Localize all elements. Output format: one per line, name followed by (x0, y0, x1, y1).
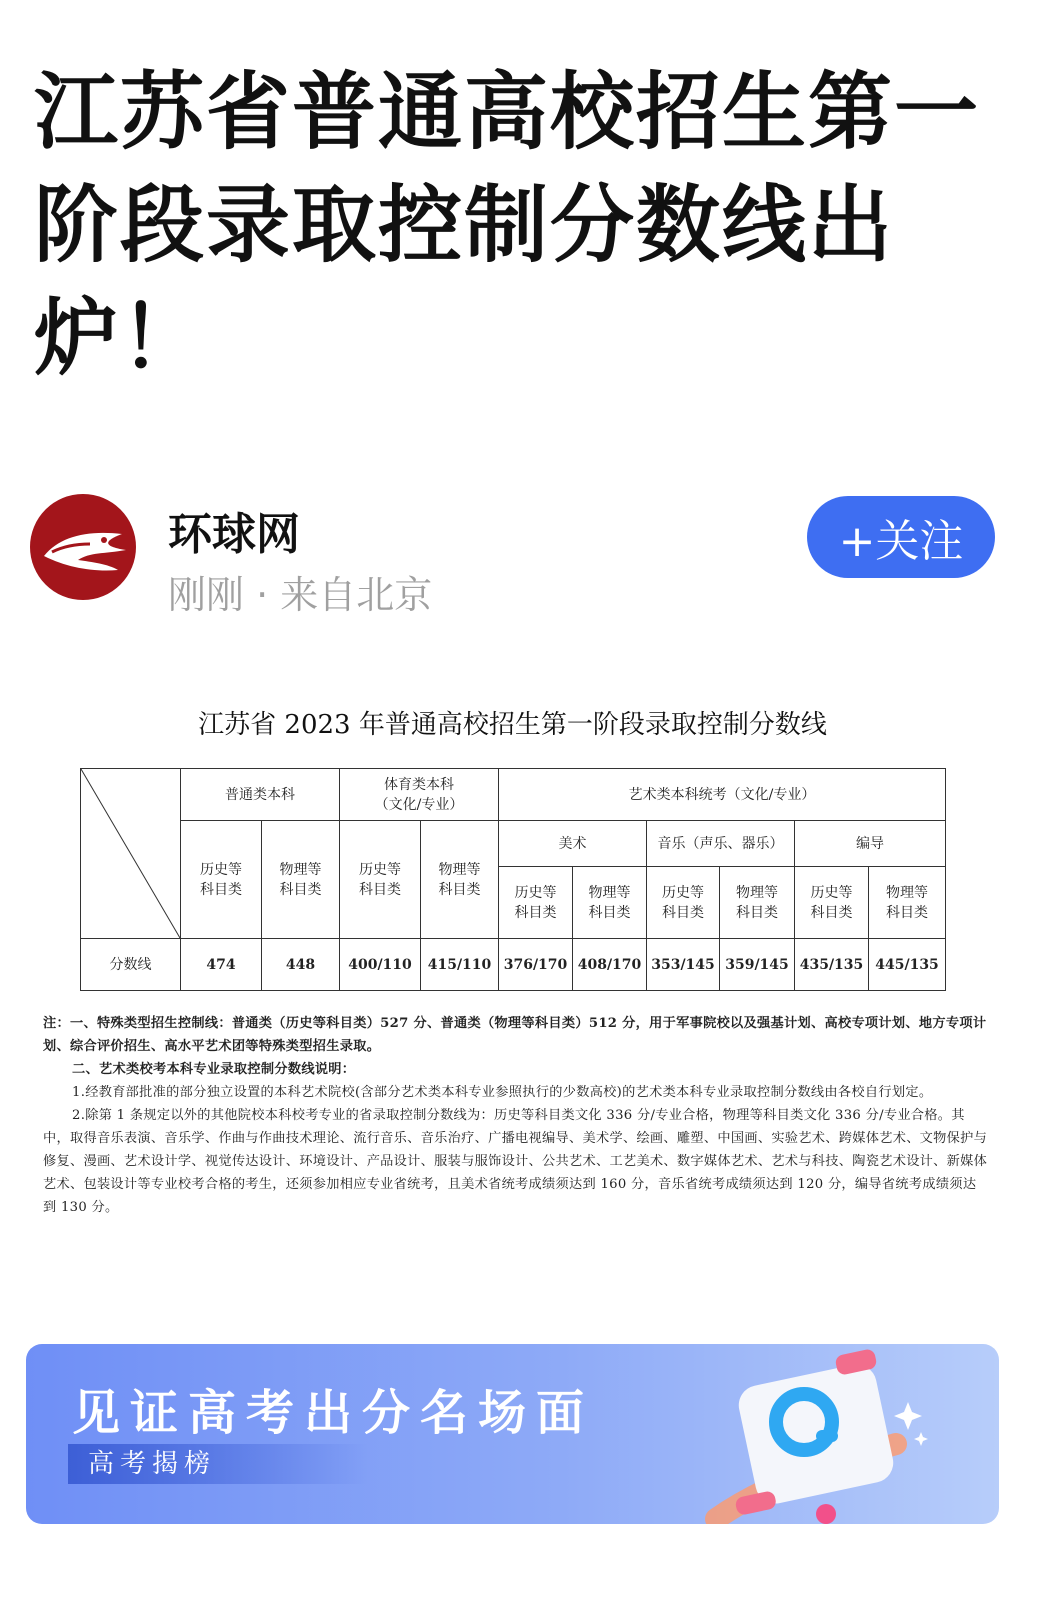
post-time-location: 刚刚 · 来自北京 (168, 573, 433, 617)
cat-line1: 物理等 (886, 884, 929, 901)
group-sports-line1: 体育类本科 (384, 776, 454, 793)
scroll-illustration-icon (676, 1344, 999, 1524)
cat-line2: 科目类 (200, 881, 242, 898)
cat-regular-physics (262, 821, 340, 939)
score-sports-history: 400/110 (340, 939, 421, 991)
follow-button[interactable]: +关注 (807, 496, 995, 578)
cat-line1: 历史等 (359, 861, 401, 878)
group-sports-line2: （文化/专业） (374, 796, 464, 813)
cat-line2: 科目类 (588, 904, 631, 921)
document-title: 江苏省 2023 年普通高校招生第一阶段录取控制分数线 (198, 710, 827, 740)
cat-line1: 历史等 (200, 861, 242, 878)
dragon-logo-icon (30, 494, 136, 600)
cat-line1: 历史等 (514, 884, 557, 901)
gaokao-promo-banner[interactable] (26, 1344, 999, 1524)
note-3: 1.经教育部批准的部分独立设置的本科艺术院校(含部分艺术类本科专业参照执行的少数高校)的艺术类本科专业录取控制分数线由各校自行划定。 (72, 1085, 933, 1100)
group-art: 艺术类本科统考（文化/专业） (499, 769, 946, 821)
score-dir-physics: 445/135 (869, 939, 946, 991)
cat-dir-physics (869, 867, 946, 939)
sub-fine-art: 美术 (499, 821, 647, 867)
cat-line2: 科目类 (359, 881, 401, 898)
diagonal-header-cell (81, 769, 181, 939)
cat-line1: 物理等 (279, 861, 322, 878)
cat-line1: 物理等 (736, 884, 778, 901)
banner-title: 见证高考出分名场面 (72, 1385, 595, 1441)
score-sports-physics: 415/110 (421, 939, 499, 991)
sub-music: 音乐（声乐、器乐） (647, 821, 795, 867)
cat-line2: 科目类 (438, 881, 481, 898)
cat-line2: 科目类 (279, 881, 322, 898)
cat-sports-history (340, 821, 421, 939)
cat-line1: 历史等 (662, 884, 704, 901)
article-title: 江苏省普通高校招生第一阶段录取控制分数线出炉！ (34, 63, 981, 387)
score-regular-history: 474 (181, 939, 262, 991)
note-4: 2.除第 1 条规定以外的其他院校本科校考专业的省录取控制分数线为：历史等科目类文化 336 分/专业合格，物理等科目类文化 336 分/专业合格。其中，取得音乐表演、音乐学、作曲与作曲技术理论、流行音乐、音乐治疗、广播电视编导、美术学、绘画、雕塑、中国画、实验艺术、跨媒体艺术、文物保护与修复、漫画、艺术设计学、视觉传达设计、环境设计、产品设计、服装与服饰设计、公共艺术、工艺美术、数字媒体艺术、艺术与科技、陶瓷艺术设计、新媒体艺术、包装设计等专业校考合格的考生，还须参加相应专业省统考，且美术省统考成绩须达到 160 分，音乐省统考成绩须达到 120 分，编导省统考成绩须达到 130 分。 (43, 1108, 988, 1215)
score-art-physics: 408/170 (573, 939, 647, 991)
sub-directing: 编导 (795, 821, 946, 867)
cat-dir-history (795, 867, 869, 939)
score-document-image[interactable] (30, 682, 995, 1250)
group-regular: 普通类本科 (181, 769, 340, 821)
cat-music-physics (720, 867, 795, 939)
author-name[interactable]: 环球网 (168, 509, 300, 560)
note-1: 注：一、特殊类型招生控制线：普通类（历史等科目类）527 分、普通类（物理等科目类）512 分，用于军事院校以及强基计划、高校专项计划、地方专项计划、综合评价招生、高水平艺术团等特殊类型招生录取。 (43, 1016, 987, 1054)
score-music-history: 353/145 (647, 939, 720, 991)
banner-tag: 高考揭榜 (68, 1444, 368, 1484)
score-table (80, 768, 946, 991)
cat-art-physics (573, 867, 647, 939)
author-avatar[interactable] (30, 494, 136, 600)
score-regular-physics: 448 (262, 939, 340, 991)
score-row (81, 939, 946, 991)
score-dir-history: 435/135 (795, 939, 869, 991)
score-art-history: 376/170 (499, 939, 573, 991)
cat-line2: 科目类 (886, 904, 929, 921)
cat-line2: 科目类 (514, 904, 557, 921)
cat-line2: 科目类 (810, 904, 853, 921)
cat-music-history (647, 867, 720, 939)
cat-line1: 物理等 (588, 884, 631, 901)
cat-art-history (499, 867, 573, 939)
row-label: 分数线 (81, 939, 181, 991)
note-2: 二、艺术类校考本科专业录取控制分数线说明： (72, 1062, 356, 1077)
cat-line1: 物理等 (438, 861, 481, 878)
group-sports (340, 769, 499, 821)
author-bar (30, 494, 1000, 617)
document-notes (43, 1012, 988, 1219)
cat-line2: 科目类 (662, 904, 704, 921)
cat-line1: 历史等 (810, 884, 853, 901)
cat-regular-history (181, 821, 262, 939)
cat-sports-physics (421, 821, 499, 939)
cat-line2: 科目类 (736, 904, 778, 921)
score-music-physics: 359/145 (720, 939, 795, 991)
